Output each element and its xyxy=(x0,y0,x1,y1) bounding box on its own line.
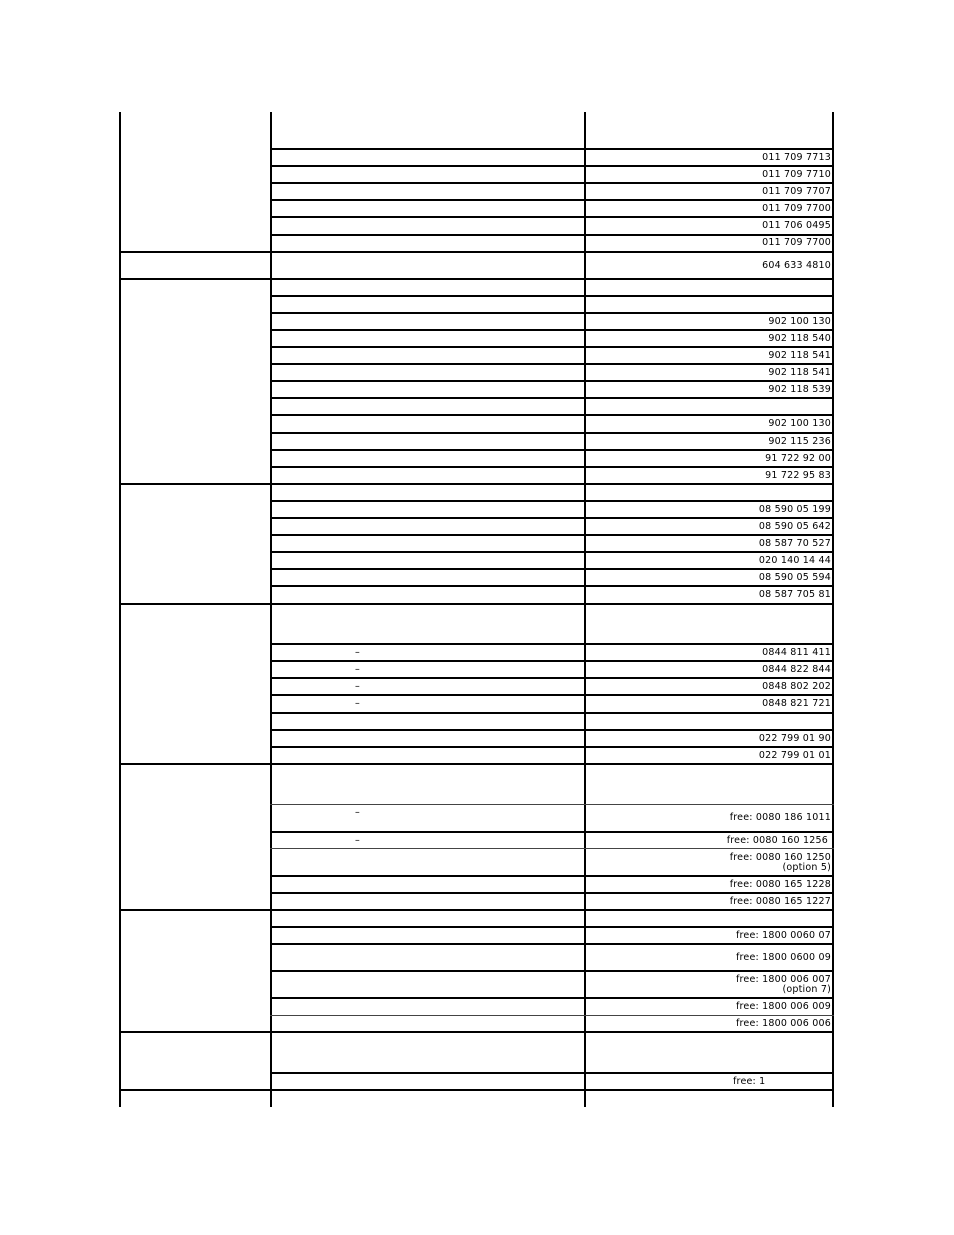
row-separator xyxy=(270,148,834,150)
group-separator xyxy=(119,763,834,765)
row-dash: – xyxy=(355,681,360,692)
phone-number: free: 0080 165 1227 xyxy=(729,896,831,907)
row-separator xyxy=(270,970,834,972)
row-separator xyxy=(270,997,834,999)
phone-number: 020 140 14 44 xyxy=(758,555,831,566)
row-separator xyxy=(270,363,834,365)
column-divider-edge xyxy=(832,112,834,1107)
phone-number: 022 799 01 90 xyxy=(758,733,831,744)
row-separator xyxy=(270,585,834,587)
column-divider-middle xyxy=(270,112,272,1107)
row-separator xyxy=(270,677,834,679)
row-dash: – xyxy=(355,835,360,846)
row-separator xyxy=(270,534,834,536)
row-separator xyxy=(270,500,834,502)
column-divider-right xyxy=(584,112,586,1107)
row-separator xyxy=(270,414,834,416)
phone-number: 902 118 539 xyxy=(768,384,831,395)
phone-number: 0844 811 411 xyxy=(762,647,831,658)
group-separator xyxy=(119,603,834,605)
phone-number: 902 100 130 xyxy=(768,418,831,429)
row-dash: – xyxy=(355,664,360,675)
row-separator xyxy=(270,199,834,201)
row-separator xyxy=(270,643,834,645)
row-separator xyxy=(270,234,834,236)
row-separator xyxy=(270,432,834,434)
phone-number: 011 709 7713 xyxy=(762,152,831,163)
row-separator xyxy=(270,216,834,218)
group-separator xyxy=(119,1089,834,1091)
row-separator xyxy=(270,312,834,314)
row-separator xyxy=(270,568,834,570)
row-separator xyxy=(270,892,834,894)
phone-number: 022 799 01 01 xyxy=(758,750,831,761)
phone-number: free: 1800 0600 09 xyxy=(735,952,831,963)
phone-number: 0844 822 844 xyxy=(762,664,831,675)
row-separator xyxy=(270,746,834,748)
phone-number: 902 118 540 xyxy=(768,333,831,344)
row-separator xyxy=(270,926,834,928)
phone-number: 08 587 705 81 xyxy=(758,589,831,600)
phone-number: 08 587 70 527 xyxy=(758,538,831,549)
phone-number: 011 709 7700 xyxy=(762,203,831,214)
group-separator xyxy=(119,251,834,253)
phone-number: free: 1800 0060 07 xyxy=(735,930,831,941)
row-separator xyxy=(270,848,834,849)
row-separator xyxy=(270,694,834,696)
phone-number: 91 722 95 83 xyxy=(765,470,831,481)
row-separator xyxy=(270,517,834,519)
phone-number: free: 0080 160 1250 xyxy=(729,852,831,863)
row-separator xyxy=(270,295,834,297)
row-separator xyxy=(270,831,834,833)
phone-number: free: 1800 006 006 xyxy=(735,1018,831,1029)
group-separator xyxy=(119,483,834,485)
phone-number: 011 706 0495 xyxy=(762,220,831,231)
phone-number: 011 709 7707 xyxy=(762,186,831,197)
row-dash: – xyxy=(355,698,360,709)
phone-number-note: (option 7) xyxy=(782,984,831,995)
group-separator xyxy=(119,1031,834,1033)
row-separator xyxy=(270,329,834,331)
row-separator xyxy=(270,380,834,382)
column-divider-left xyxy=(119,112,121,1107)
row-separator xyxy=(270,729,834,731)
phone-number: free: 0080 160 1256 xyxy=(726,835,828,846)
phone-number: 08 590 05 642 xyxy=(758,521,831,532)
phone-number: 0848 802 202 xyxy=(762,681,831,692)
row-dash: – xyxy=(355,807,360,818)
phone-number: 902 100 130 xyxy=(768,316,831,327)
phone-number: 08 590 05 594 xyxy=(758,572,831,583)
row-separator xyxy=(270,182,834,184)
phone-number: 91 722 92 00 xyxy=(765,453,831,464)
row-separator xyxy=(270,712,834,714)
row-separator xyxy=(270,660,834,662)
row-separator xyxy=(270,165,834,167)
row-dash: – xyxy=(355,647,360,658)
group-separator xyxy=(119,909,834,911)
phone-number: 011 709 7700 xyxy=(762,237,831,248)
row-separator xyxy=(270,551,834,553)
phone-number: free: 1 xyxy=(733,1076,766,1087)
row-separator xyxy=(270,397,834,399)
phone-number: free: 0080 186 1011 xyxy=(729,812,831,823)
phone-number: 0848 821 721 xyxy=(762,698,831,709)
row-separator xyxy=(270,346,834,348)
row-separator xyxy=(270,449,834,451)
phone-number: free: 0080 165 1228 xyxy=(729,879,831,890)
row-separator xyxy=(270,943,834,945)
phone-number-note: (option 5) xyxy=(782,862,831,873)
row-separator xyxy=(270,875,834,877)
phone-number: free: 1800 006 007 xyxy=(735,974,831,985)
row-separator xyxy=(270,466,834,468)
phone-number: 604 633 4810 xyxy=(762,260,831,271)
phone-number: 902 118 541 xyxy=(768,367,831,378)
group-separator xyxy=(119,278,834,280)
phone-number: 011 709 7710 xyxy=(762,169,831,180)
row-separator xyxy=(270,804,834,805)
row-separator xyxy=(270,1072,834,1074)
phone-number: free: 1800 006 009 xyxy=(735,1001,831,1012)
phone-number: 902 115 236 xyxy=(768,436,831,447)
phone-number: 902 118 541 xyxy=(768,350,831,361)
row-separator xyxy=(270,1015,834,1016)
phone-number: 08 590 05 199 xyxy=(758,504,831,515)
